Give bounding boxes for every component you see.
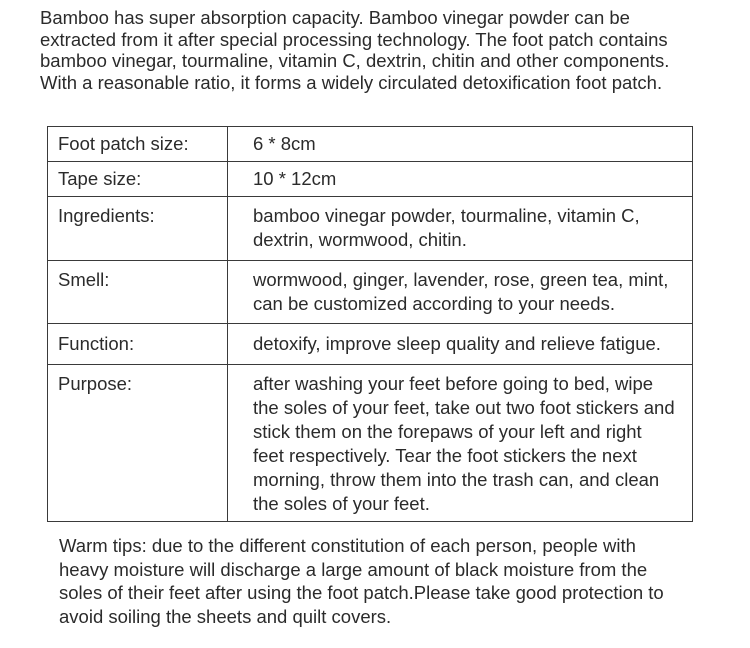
spec-value-line: after washing your feet before going to bed, wipe (253, 373, 654, 394)
intro-line: Bamboo has super absorption capacity. Bamboo vinegar powder can be (40, 7, 630, 28)
spec-value (228, 261, 693, 324)
intro-line: extracted from it after special processing technology. The foot patch contains (40, 28, 668, 50)
spec-value-line: 6 * 8cm (253, 133, 316, 154)
spec-value-line: bamboo vinegar powder, tourmaline, vitamin C, (253, 205, 640, 226)
spec-value-line: wormwood, ginger, lavender, rose, green tea, mint, (253, 269, 669, 290)
warm-tips-line: heavy moisture will discharge a large amount of black moisture from the (59, 558, 648, 580)
spec-row-foot-patch-size (48, 127, 693, 162)
spec-value (228, 162, 693, 197)
spec-value-line: stick them on the forepaws of your left and right (253, 421, 642, 442)
spec-value-line: the soles of your feet. (253, 493, 430, 514)
spec-label: Foot patch size: (48, 127, 228, 162)
spec-row-purpose (48, 365, 693, 522)
spec-value-line: feet respectively. Tear the foot stickers the next (253, 445, 637, 466)
intro-paragraph (40, 7, 745, 93)
spec-value-line: 10 * 12cm (253, 168, 337, 189)
warm-tips-paragraph (59, 534, 739, 629)
intro-line: With a reasonable ratio, it forms a widely circulated detoxification foot patch. (40, 71, 663, 93)
spec-value-line: morning, throw them into the trash can, and clean (253, 469, 660, 490)
spec-value-line: can be customized according to your needs. (253, 293, 615, 314)
spec-value-line: dextrin, wormwood, chitin. (253, 229, 467, 250)
spec-row-ingredients (48, 197, 693, 261)
spec-row-tape-size (48, 162, 693, 197)
spec-row-function (48, 324, 693, 365)
intro-line: bamboo vinegar, tourmaline, vitamin C, dextrin, chitin and other components. (40, 50, 670, 71)
warm-tips-line: soles of their feet after using the foot patch.Please take good protection to (59, 582, 664, 604)
spec-value (228, 324, 693, 365)
spec-row-smell (48, 261, 693, 324)
spec-value-line: the soles of your feet, take out two foot stickers and (253, 397, 675, 418)
spec-value (228, 197, 693, 261)
spec-label: Ingredients: (48, 197, 228, 261)
spec-value (228, 127, 693, 162)
warm-tips-line: avoid soiling the sheets and quilt covers. (59, 606, 392, 628)
spec-label: Tape size: (48, 162, 228, 197)
spec-value-line: detoxify, improve sleep quality and relieve fatigue. (253, 333, 661, 354)
spec-label: Smell: (48, 261, 228, 324)
spec-value (228, 365, 693, 522)
spec-table (47, 126, 693, 522)
warm-tips-line: Warm tips: due to the different constitution of each person, people with (59, 535, 636, 556)
spec-label: Function: (48, 324, 228, 365)
spec-label: Purpose: (48, 365, 228, 522)
